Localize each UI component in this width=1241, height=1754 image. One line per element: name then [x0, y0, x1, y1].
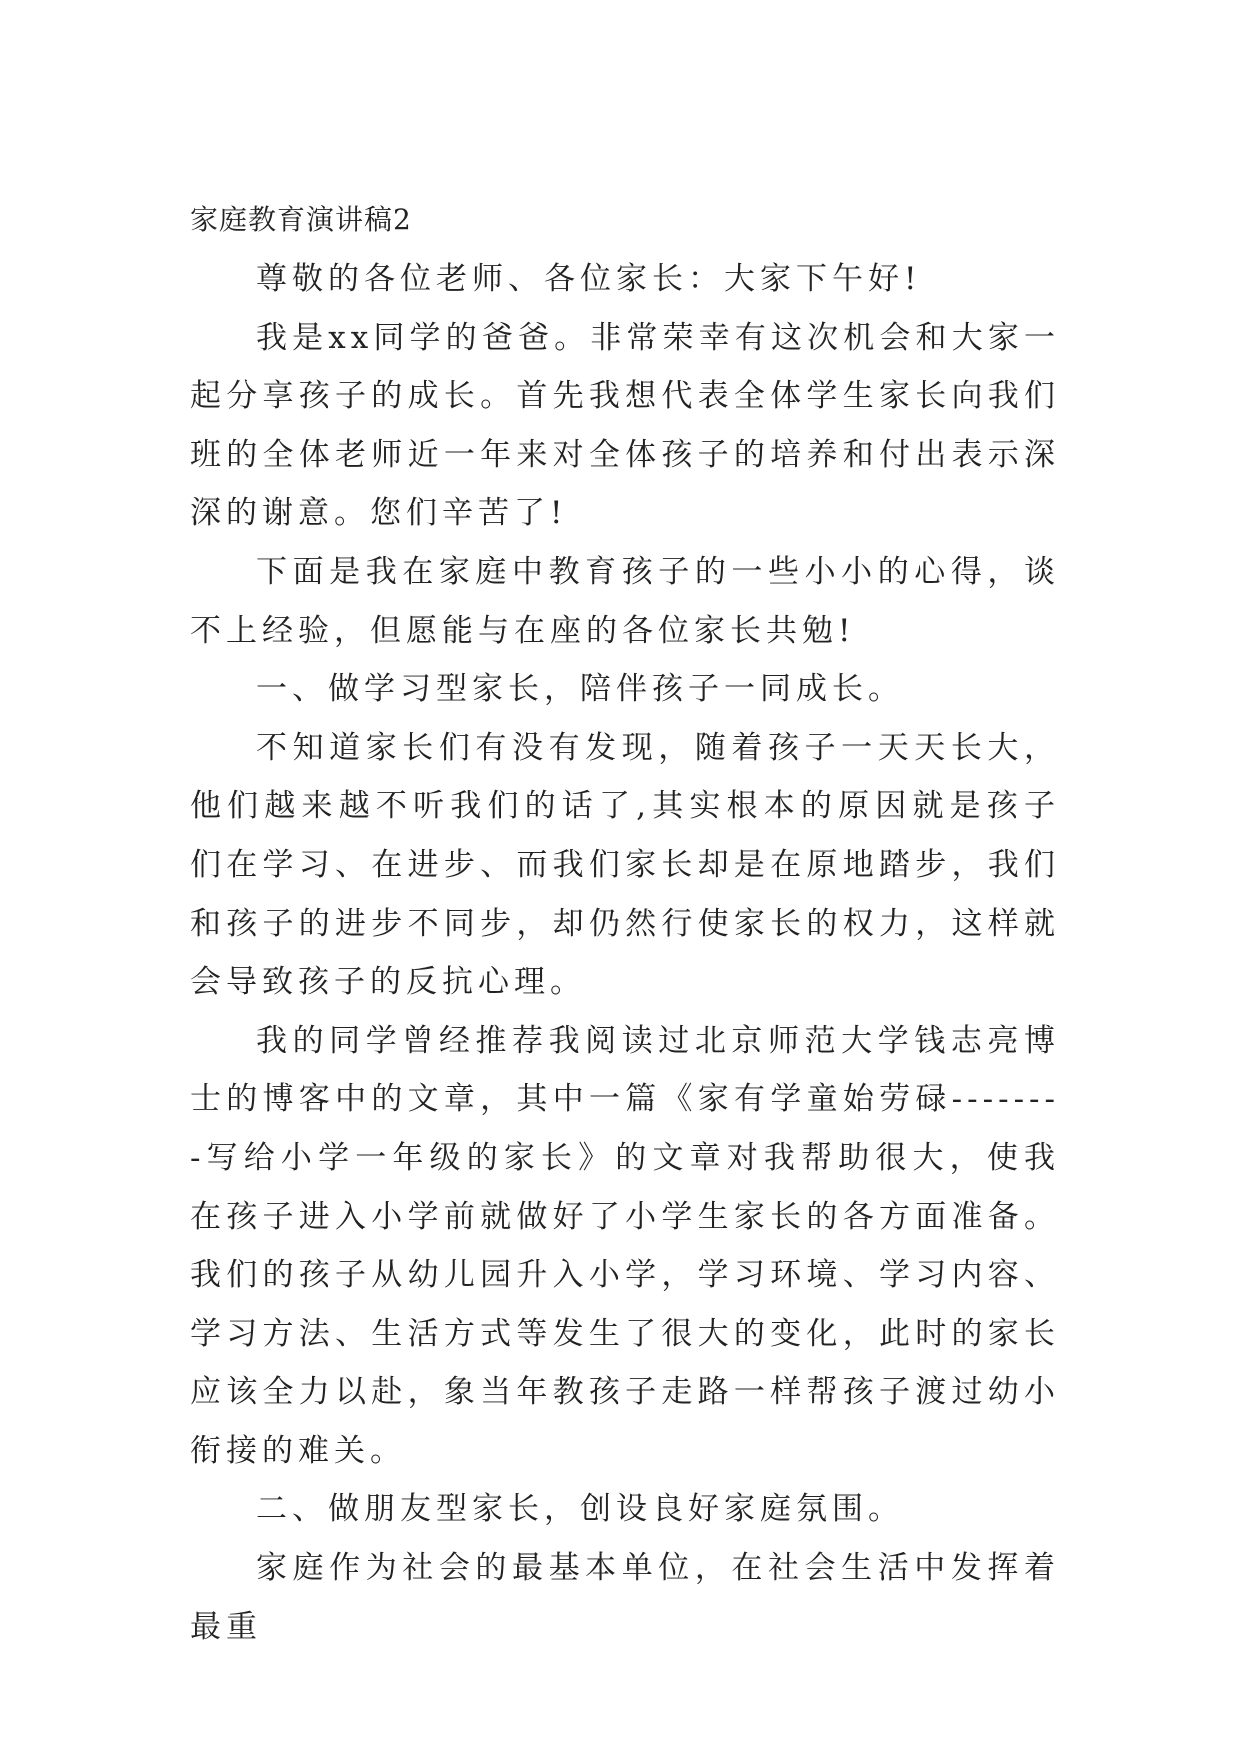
- paragraph-section-1-a: 不知道家长们有没有发现，随着孩子一天天长大，他们越来越不听我们的话了,其实根本的原因就是孩子们在学习、在进步、而我们家长却是在原地踏步，我们和孩子的进步不同步，却仍然行使家长的权力，这样就会导致孩子的反抗心理。: [190, 729, 1060, 1001]
- document-title: 家庭教育演讲稿2: [190, 203, 412, 236]
- paragraph-section-2-a: 家庭作为社会的最基本单位，在社会生活中发挥着最重: [190, 1550, 1060, 1645]
- document-body: [190, 190, 1060, 1656]
- paragraph-greeting: 尊敬的各位老师、各位家长：大家下午好!: [256, 261, 922, 297]
- section-heading-2: 二、做朋友型家长，创设良好家庭氛围。: [256, 1491, 904, 1528]
- paragraph-section-1-b: 我的同学曾经推荐我阅读过北京师范大学钱志亮博士的博客中的文章，其中一篇《家有学童始劳碌--------写给小学一年级的家长》的文章对我帮助很大，使我在孩子进入小学前就做好了小学生家长的各方面准备。我们的孩子从幼儿园升入小学，学习环境、学习内容、学习方法、生活方式等发生了很大的变化，此时的家长应该全力以赴，象当年教孩子走路一样帮孩子渡过幼小衔接的难关。: [190, 1022, 1060, 1469]
- paragraph-preface: 下面是我在家庭中教育孩子的一些小小的心得，谈不上经验，但愿能与在座的各位家长共勉!: [190, 553, 1060, 649]
- paragraph-introduction: 我是xx同学的爸爸。非常荣幸有这次机会和大家一起分享孩子的成长。首先我想代表全体学生家长向我们班的全体老师近一年来对全体孩子的培养和付出表示深深的谢意。您们辛苦了!: [190, 319, 1060, 532]
- section-heading-1: 一、做学习型家长，陪伴孩子一同成长。: [256, 671, 904, 708]
